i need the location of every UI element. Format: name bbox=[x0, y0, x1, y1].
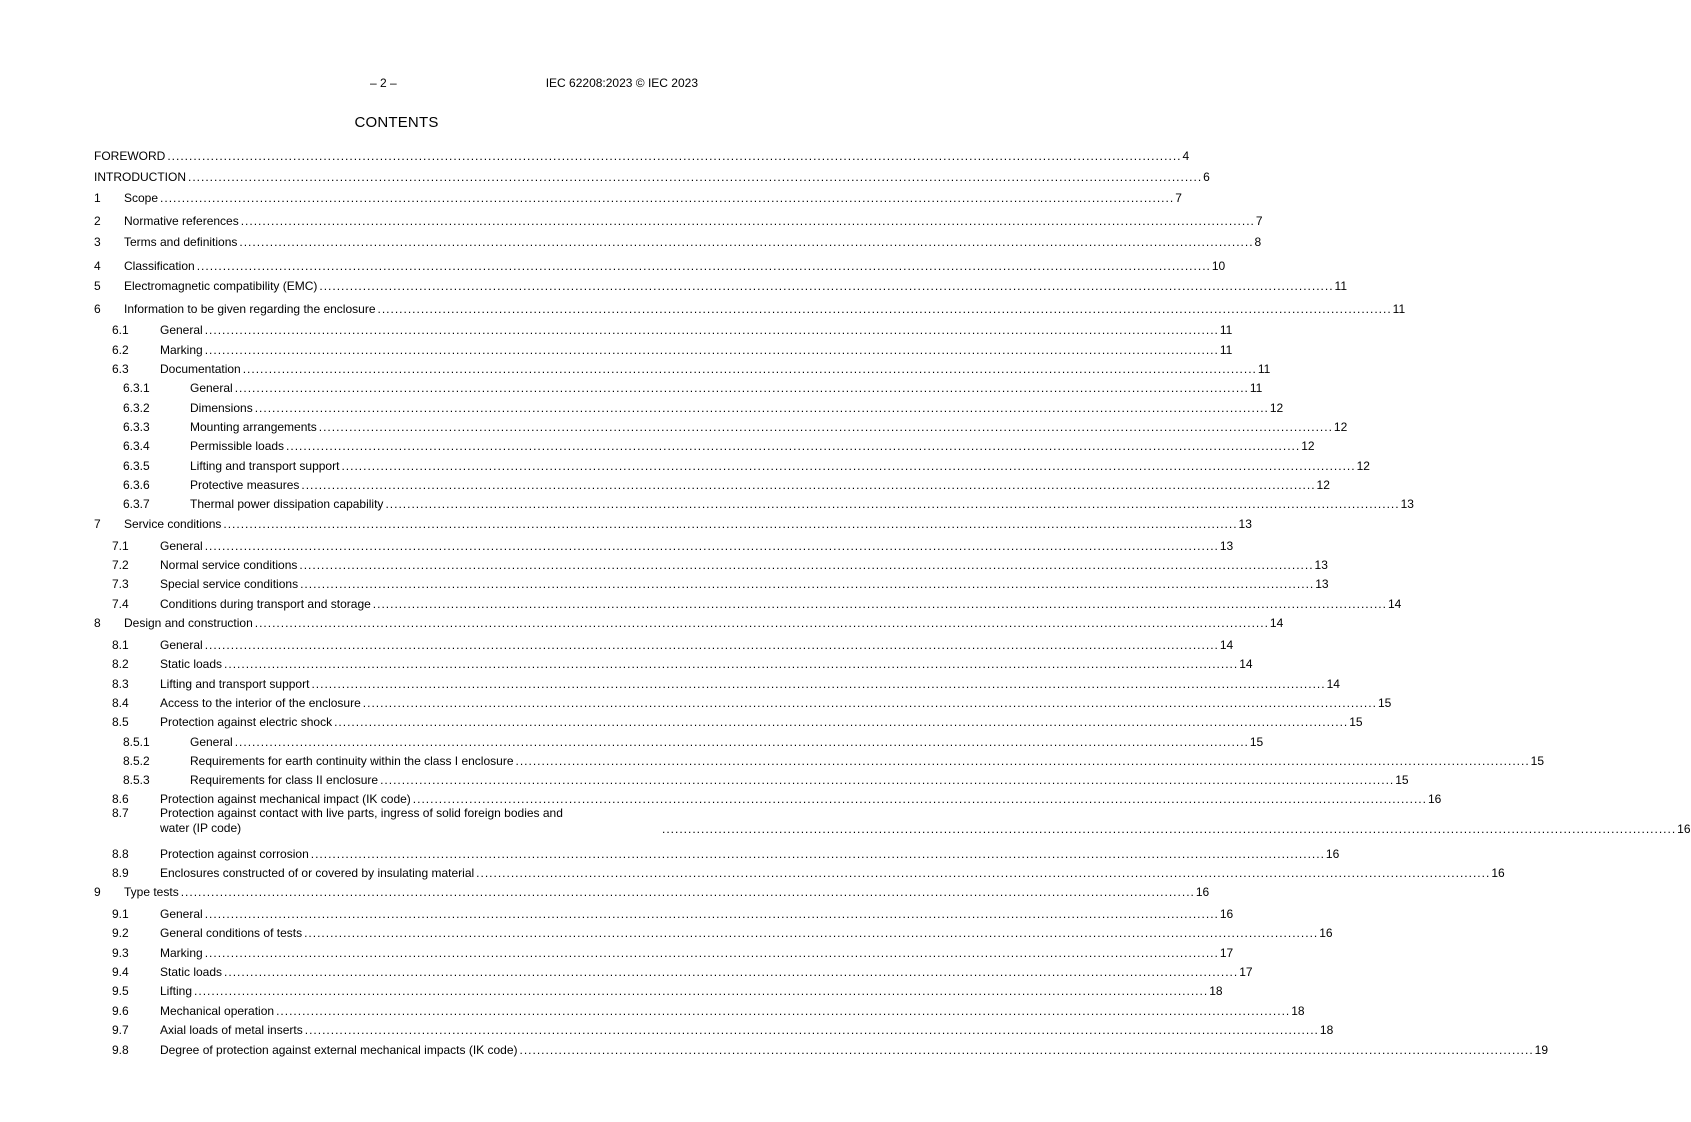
toc-entry-number: 6.3 bbox=[112, 362, 129, 376]
toc-entry[interactable] bbox=[94, 342, 1233, 358]
toc-entry-page: 15 bbox=[1377, 696, 1392, 710]
dot-leader bbox=[188, 169, 1202, 185]
toc-entry-title: Requirements for class II enclosure bbox=[190, 773, 379, 787]
toc-entry[interactable] bbox=[94, 676, 1340, 692]
toc-entry[interactable] bbox=[94, 576, 1329, 592]
dot-leader bbox=[160, 190, 1174, 206]
toc-entry-title-continued: water (IP code) bbox=[160, 821, 662, 837]
dot-leader bbox=[299, 557, 1313, 573]
toc-entry-number: 8.1 bbox=[112, 638, 129, 652]
toc-entry[interactable] bbox=[94, 361, 1271, 377]
toc-entry[interactable] bbox=[94, 169, 1210, 185]
toc-entry-page: 18 bbox=[1291, 1004, 1305, 1018]
toc-entry-number: 6.3.2 bbox=[123, 401, 150, 415]
toc-entry-page: 8 bbox=[1254, 235, 1262, 249]
toc-entry-title: Requirements for earth continuity within the class I enclosure bbox=[190, 754, 514, 768]
toc-entry-page: 11 bbox=[1219, 343, 1233, 357]
toc-entry[interactable] bbox=[94, 477, 1330, 493]
toc-entry[interactable] bbox=[94, 656, 1253, 672]
toc-entry[interactable] bbox=[94, 538, 1234, 554]
toc-entry-number: 6.2 bbox=[112, 343, 129, 357]
toc-entry-number: 2 bbox=[94, 214, 101, 228]
toc-entry-number: 8 bbox=[94, 616, 101, 630]
toc-entry-page: 17 bbox=[1239, 965, 1253, 979]
dot-leader bbox=[223, 516, 1237, 532]
toc-entry[interactable] bbox=[94, 419, 1348, 435]
toc-entry-number: 5 bbox=[94, 279, 101, 293]
dot-leader bbox=[380, 772, 1394, 788]
toc-entry-title: Marking bbox=[160, 946, 203, 960]
toc-entry-number: 7.4 bbox=[112, 597, 129, 611]
toc-entry-title: Scope bbox=[124, 191, 159, 205]
dot-leader bbox=[341, 458, 1355, 474]
dot-leader bbox=[239, 234, 1253, 250]
toc-entry-title: Type tests bbox=[124, 885, 179, 899]
toc-entry-title: FOREWORD bbox=[94, 149, 166, 163]
toc-entry-number: 8.8 bbox=[112, 847, 129, 861]
toc-entry[interactable] bbox=[94, 615, 1284, 631]
toc-entry-page: 15 bbox=[1349, 715, 1363, 729]
toc-entry-number: 4 bbox=[94, 259, 101, 273]
dot-leader bbox=[516, 753, 1530, 769]
toc-entry-page: 15 bbox=[1530, 754, 1545, 768]
dot-leader bbox=[255, 400, 1269, 416]
page-title: CONTENTS bbox=[354, 114, 439, 131]
dot-leader bbox=[378, 301, 1392, 317]
toc-entry-title: Conditions during transport and storage bbox=[160, 597, 371, 611]
dot-leader bbox=[205, 342, 1219, 358]
toc-entry-number: 8.5.1 bbox=[123, 735, 150, 749]
toc-entry[interactable] bbox=[94, 557, 1328, 573]
toc-entry-title: Enclosures constructed of or covered by insulating material bbox=[160, 866, 475, 880]
toc-entry-title: Service conditions bbox=[124, 517, 222, 531]
dot-leader bbox=[520, 1042, 1534, 1058]
toc-entry-title: Degree of protection against external mechanical impacts (IK code) bbox=[160, 1043, 518, 1057]
toc-entry-number: 9.6 bbox=[112, 1004, 129, 1018]
toc-entry[interactable] bbox=[94, 1022, 1334, 1038]
toc-entry-title: Documentation bbox=[160, 362, 241, 376]
toc-entry-number: 8.7 bbox=[112, 806, 129, 820]
dot-leader bbox=[300, 576, 1314, 592]
toc-entry-title: Special service conditions bbox=[160, 577, 299, 591]
toc-entry-number: 6 bbox=[94, 302, 101, 316]
toc-entry[interactable] bbox=[94, 906, 1234, 922]
toc-entry-page: 14 bbox=[1326, 677, 1340, 691]
toc-entry[interactable] bbox=[94, 805, 1691, 837]
toc-entry-number: 8.6 bbox=[112, 792, 129, 806]
toc-entry-page: 12 bbox=[1316, 478, 1330, 492]
toc-entry-page: 10 bbox=[1211, 259, 1226, 273]
toc-entry-title: Classification bbox=[124, 259, 195, 273]
toc-entry-title: General bbox=[160, 539, 203, 553]
toc-entry-page: 13 bbox=[1238, 517, 1252, 531]
toc-entry-title: General bbox=[160, 907, 203, 921]
toc-entry[interactable] bbox=[94, 516, 1252, 532]
toc-entry[interactable] bbox=[94, 1042, 1549, 1058]
toc-entry[interactable] bbox=[94, 258, 1226, 274]
dot-leader bbox=[167, 148, 1181, 164]
toc-entry-number: 7.2 bbox=[112, 558, 129, 572]
toc-entry-number: 6.3.1 bbox=[123, 381, 150, 395]
toc-entry[interactable] bbox=[94, 322, 1233, 338]
toc-entry-page: 16 bbox=[1427, 792, 1442, 806]
toc-entry[interactable] bbox=[94, 380, 1263, 396]
toc-entry-number: 8.5 bbox=[112, 715, 129, 729]
toc-entry-number: 9.5 bbox=[112, 984, 129, 998]
toc-entry-page: 7 bbox=[1175, 191, 1182, 205]
dot-leader bbox=[319, 419, 1333, 435]
toc-entry-number: 7.1 bbox=[112, 539, 129, 553]
toc-entry-title: Information to be given regarding the enclosure bbox=[124, 302, 376, 316]
toc-entry-number: 8.9 bbox=[112, 866, 129, 880]
toc-entry-number: 8.3 bbox=[112, 677, 129, 691]
toc-entry-page: 11 bbox=[1219, 323, 1233, 337]
dot-leader bbox=[197, 258, 1211, 274]
toc-entry-title: Access to the interior of the enclosure bbox=[160, 696, 361, 710]
toc-entry-title: General conditions of tests bbox=[160, 926, 303, 940]
dot-leader bbox=[373, 596, 1387, 612]
toc-entry-page: 14 bbox=[1387, 597, 1402, 611]
dot-leader bbox=[334, 714, 1348, 730]
toc-entry-number: 6.3.7 bbox=[123, 497, 150, 511]
toc-entry-page: 6 bbox=[1203, 170, 1210, 184]
toc-entry-page: 15 bbox=[1249, 735, 1264, 749]
toc-entry-page: 16 bbox=[1219, 907, 1234, 921]
toc-entry-page: 18 bbox=[1209, 984, 1223, 998]
toc-entry-title: Lifting and transport support bbox=[160, 677, 310, 691]
standard-reference: IEC 62208:2023 © IEC 2023 bbox=[545, 76, 698, 90]
dot-leader bbox=[476, 865, 1490, 881]
page-number: – 2 – bbox=[370, 76, 397, 90]
toc-entry[interactable] bbox=[94, 438, 1315, 454]
toc-entry[interactable] bbox=[94, 884, 1210, 900]
toc-entry-title: Dimensions bbox=[190, 401, 253, 415]
toc-entry-title: Protection against mechanical impact (IK code) bbox=[160, 792, 411, 806]
toc-entry[interactable] bbox=[94, 1003, 1305, 1019]
toc-entry-number: 9.3 bbox=[112, 946, 129, 960]
toc-entry-title: General bbox=[160, 638, 203, 652]
toc-entry-title: Thermal power dissipation capability bbox=[190, 497, 384, 511]
toc-entry-title: Design and construction bbox=[124, 616, 253, 630]
toc-entry-number: 6.3.3 bbox=[123, 420, 150, 434]
dot-leader bbox=[305, 1022, 1319, 1038]
toc-entry-page: 16 bbox=[1325, 847, 1340, 861]
toc-entry-page: 12 bbox=[1301, 439, 1315, 453]
dot-leader bbox=[194, 983, 1208, 999]
toc-entry[interactable] bbox=[94, 695, 1392, 711]
toc-entry[interactable] bbox=[94, 734, 1264, 750]
dot-leader bbox=[205, 637, 1219, 653]
dot-leader bbox=[235, 734, 1249, 750]
toc-entry-title: Normative references bbox=[124, 214, 239, 228]
toc-entry[interactable] bbox=[94, 190, 1182, 206]
toc-entry-number: 9.2 bbox=[112, 926, 129, 940]
toc-entry[interactable] bbox=[94, 496, 1414, 512]
dot-leader bbox=[205, 322, 1219, 338]
toc-entry-page: 14 bbox=[1269, 616, 1284, 630]
toc-entry-title: Protection against corrosion bbox=[160, 847, 309, 861]
toc-entry-title: Axial loads of metal inserts bbox=[160, 1023, 303, 1037]
toc-entry-number: 9.8 bbox=[112, 1043, 129, 1057]
dot-leader bbox=[662, 821, 1676, 837]
toc-entry-title: Static loads bbox=[160, 657, 223, 671]
toc-entry-number: 9.4 bbox=[112, 965, 129, 979]
toc-entry[interactable] bbox=[94, 945, 1234, 961]
toc-entry[interactable] bbox=[94, 213, 1263, 229]
toc-entry[interactable] bbox=[94, 458, 1370, 474]
toc-entry[interactable] bbox=[94, 400, 1284, 416]
toc-entry[interactable] bbox=[94, 964, 1253, 980]
toc-entry[interactable] bbox=[94, 925, 1333, 941]
toc-entry-number: 6.3.4 bbox=[123, 439, 150, 453]
toc-entry[interactable] bbox=[94, 278, 1348, 294]
dot-leader bbox=[255, 615, 1269, 631]
dot-leader bbox=[243, 361, 1257, 377]
toc-entry-number: 6.3.6 bbox=[123, 478, 150, 492]
toc-entry-page: 17 bbox=[1219, 946, 1234, 960]
toc-entry-page: 13 bbox=[1314, 558, 1328, 572]
toc-entry-number: 9 bbox=[94, 885, 101, 899]
toc-entry-page: 14 bbox=[1219, 638, 1234, 652]
toc-entry-page: 11 bbox=[1257, 362, 1271, 376]
dot-leader bbox=[224, 656, 1238, 672]
toc-entry-number: 9.1 bbox=[112, 907, 129, 921]
toc-entry[interactable] bbox=[94, 983, 1223, 999]
dot-leader bbox=[224, 964, 1238, 980]
toc-entry-title: Electromagnetic compatibility (EMC) bbox=[124, 279, 318, 293]
dot-leader bbox=[304, 925, 1318, 941]
toc-entry-page: 13 bbox=[1315, 577, 1329, 591]
dot-leader bbox=[286, 438, 1300, 454]
toc-entry[interactable] bbox=[94, 753, 1545, 769]
dot-leader bbox=[385, 496, 1399, 512]
toc-entry-number: 7 bbox=[94, 517, 101, 531]
dot-leader bbox=[205, 538, 1219, 554]
toc-entry-page: 12 bbox=[1333, 420, 1348, 434]
dot-leader bbox=[311, 846, 1325, 862]
toc-entry-title: Static loads bbox=[160, 965, 223, 979]
toc-entry-page: 12 bbox=[1356, 459, 1370, 473]
toc-entry-page: 16 bbox=[1319, 926, 1333, 940]
toc-entry-title: Lifting bbox=[160, 984, 193, 998]
toc-entry[interactable] bbox=[94, 846, 1340, 862]
toc-entry-title: General bbox=[190, 381, 233, 395]
toc-entry-page: 14 bbox=[1239, 657, 1253, 671]
toc-entry-title: General bbox=[160, 323, 203, 337]
toc-entry-title: General bbox=[190, 735, 233, 749]
toc-entry[interactable] bbox=[94, 714, 1363, 730]
dot-leader bbox=[363, 695, 1377, 711]
toc-entry-title: Lifting and transport support bbox=[190, 459, 340, 473]
dot-leader bbox=[181, 884, 1195, 900]
toc-entry-page: 11 bbox=[1249, 381, 1263, 395]
toc-entry-title: Protection against electric shock bbox=[160, 715, 333, 729]
toc-entry-page: 13 bbox=[1400, 497, 1414, 511]
toc-entry-page: 15 bbox=[1395, 773, 1409, 787]
toc-entry-page: 13 bbox=[1219, 539, 1234, 553]
toc-entry-number: 3 bbox=[94, 235, 101, 249]
toc-entry-number: 9.7 bbox=[112, 1023, 129, 1037]
toc-entry[interactable] bbox=[94, 596, 1402, 612]
toc-entry-page: 18 bbox=[1319, 1023, 1334, 1037]
toc-entry-number: 6.3.5 bbox=[123, 459, 150, 473]
toc-entry-title: Protection against contact with live parts, ingress of solid foreign bodies and bbox=[160, 806, 563, 820]
toc-entry-number: 6.1 bbox=[112, 323, 129, 337]
toc-entry-number: 8.5.2 bbox=[123, 754, 150, 768]
toc-entry-title: Protective measures bbox=[190, 478, 300, 492]
toc-entry-title: Mechanical operation bbox=[160, 1004, 275, 1018]
toc-entry-number: 8.2 bbox=[112, 657, 129, 671]
toc-entry-page: 16 bbox=[1677, 822, 1691, 836]
toc-entry-page: 11 bbox=[1334, 279, 1348, 293]
toc-entry[interactable] bbox=[94, 301, 1406, 317]
toc-entry-number: 8.5.3 bbox=[123, 773, 150, 787]
dot-leader bbox=[205, 906, 1219, 922]
toc-entry-page: 7 bbox=[1255, 214, 1263, 228]
dot-leader bbox=[301, 477, 1315, 493]
toc-entry-number: 7.3 bbox=[112, 577, 129, 591]
toc-entry-page: 4 bbox=[1182, 149, 1190, 163]
dot-leader bbox=[276, 1003, 1290, 1019]
toc-entry-title: Permissible loads bbox=[190, 439, 285, 453]
dot-leader bbox=[311, 676, 1325, 692]
dot-leader bbox=[205, 945, 1219, 961]
toc-entry[interactable] bbox=[94, 772, 1409, 788]
toc-entry[interactable] bbox=[94, 637, 1234, 653]
toc-entry-page: 16 bbox=[1491, 866, 1505, 880]
toc-entry-page: 19 bbox=[1534, 1043, 1549, 1057]
toc-entry-title: Normal service conditions bbox=[160, 558, 298, 572]
toc-entry-page: 11 bbox=[1392, 302, 1406, 316]
toc-entry-page: 12 bbox=[1269, 401, 1284, 415]
toc-entry-title: Marking bbox=[160, 343, 203, 357]
toc-entry-number: 1 bbox=[94, 191, 101, 205]
toc-entry-title: Terms and definitions bbox=[124, 235, 238, 249]
toc-entry-page: 16 bbox=[1195, 885, 1210, 899]
dot-leader bbox=[319, 278, 1333, 294]
toc-entry[interactable] bbox=[94, 865, 1505, 881]
toc-entry[interactable] bbox=[94, 234, 1262, 250]
toc-entry-number: 8.4 bbox=[112, 696, 129, 710]
dot-leader bbox=[241, 213, 1255, 229]
toc-entry-title: Mounting arrangements bbox=[190, 420, 317, 434]
toc-entry-title: INTRODUCTION bbox=[94, 170, 186, 184]
dot-leader bbox=[235, 380, 1249, 396]
toc-entry[interactable] bbox=[94, 148, 1190, 164]
